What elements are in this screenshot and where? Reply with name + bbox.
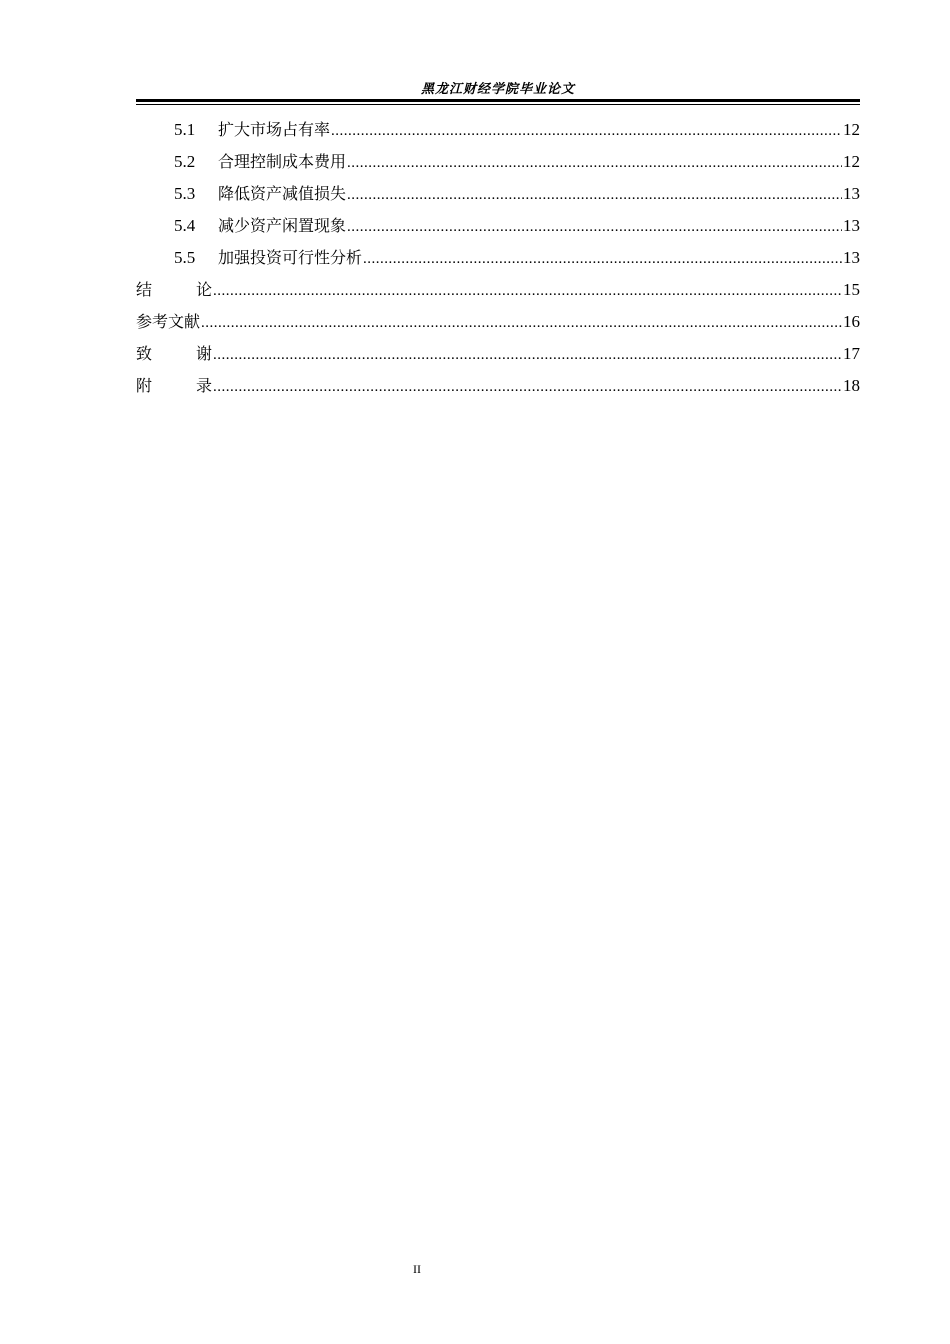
- toc-entry-page: 18: [843, 376, 860, 395]
- toc-entry-page: 13: [843, 248, 860, 267]
- toc-entry-number: 5.5: [174, 248, 196, 267]
- toc-entry-5-3[interactable]: [136, 181, 860, 213]
- header-rule-thick: [136, 99, 860, 102]
- toc-leader-dots: [347, 182, 842, 208]
- toc-leader-dots: [213, 342, 842, 368]
- toc-label-char: 论: [195, 280, 212, 299]
- toc-entry-label: 合理控制成本费用: [218, 152, 347, 171]
- toc-entry-conclusion[interactable]: [136, 277, 860, 309]
- toc-entry-page: 12: [843, 152, 860, 171]
- toc-leader-dots: [347, 214, 842, 240]
- toc-entry-label: 加强投资可行性分析: [218, 248, 363, 267]
- running-header: 黑龙江财经学院毕业论文: [420, 82, 575, 97]
- toc-entry-number: 5.2: [174, 152, 196, 171]
- toc-label-char: 致: [136, 344, 153, 363]
- toc-entry-number: 5.3: [174, 184, 196, 203]
- toc-entry-label: [136, 341, 212, 367]
- toc-entry-page: 13: [843, 216, 860, 235]
- toc-entry-page: 16: [843, 312, 860, 331]
- toc-entry-label: 减少资产闲置现象: [218, 216, 347, 235]
- toc-leader-dots: [347, 150, 842, 176]
- toc-leader-dots: [201, 310, 842, 336]
- toc-leader-dots: [213, 278, 842, 304]
- toc-entry-page: 15: [843, 280, 860, 299]
- page-number: II: [413, 1262, 421, 1276]
- toc-entry-5-1[interactable]: [136, 117, 860, 149]
- toc-label-char: 附: [136, 376, 153, 395]
- toc-entry-label: 参考文献: [136, 312, 201, 331]
- toc-entry-label: [136, 277, 212, 303]
- toc-entry-label: 扩大市场占有率: [218, 120, 331, 139]
- toc-entry-page: 13: [843, 184, 860, 203]
- toc-leader-dots: [331, 118, 842, 144]
- toc-label-char: 录: [195, 376, 212, 395]
- toc-entry-page: 17: [843, 344, 860, 363]
- toc-entry-number: 5.1: [174, 120, 196, 139]
- toc-entry-5-4[interactable]: [136, 213, 860, 245]
- toc-entry-5-2[interactable]: [136, 149, 860, 181]
- toc-leader-dots: [213, 374, 842, 400]
- toc-entry-label: 降低资产减值损失: [218, 184, 347, 203]
- toc-entry-references[interactable]: [136, 309, 860, 341]
- table-of-contents: [136, 117, 860, 405]
- toc-entry-5-5[interactable]: [136, 245, 860, 277]
- toc-label-char: 结: [136, 280, 153, 299]
- toc-entry-number: 5.4: [174, 216, 196, 235]
- header-rule-thin: [136, 104, 860, 105]
- toc-entry-acknowledgements[interactable]: [136, 341, 860, 373]
- toc-leader-dots: [363, 246, 842, 272]
- toc-entry-label: [136, 373, 212, 399]
- toc-entry-appendix[interactable]: [136, 373, 860, 405]
- toc-label-char: 谢: [195, 344, 212, 363]
- toc-entry-page: 12: [843, 120, 860, 139]
